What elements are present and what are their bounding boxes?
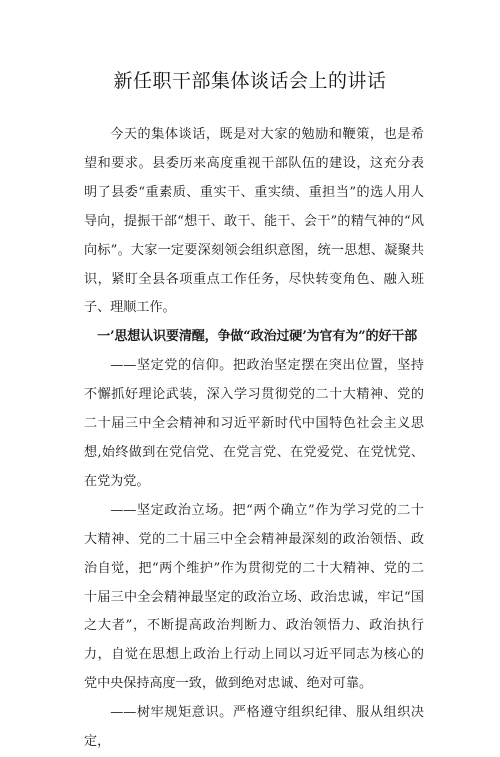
intro-paragraph: 今天的集体谈话，既是对大家的勉励和鞭策，也是希望和要求。县委历来高度重视干部队伍的建设，这充分表明了县委“重素质、重实干、重实绩、重担当”的选人用人导向，提振干部“想干、敢干、能干、会干”的精气神的“风向标”。大家一定要深刻领会组织意图，统一思想、凝聚共识，紧盯全县各项重点工作任务，尽快转变角色、融入班子、理顺工作。 — [84, 127, 424, 316]
paragraph-faith: ——坚定党的信仰。把政治坚定摆在突出位置，坚持不懈抓好理论武装，深入学习贯彻党的二十大精神、党的二十届三中全会精神和习近平新时代中国特色社会主义思想,始终做到在党信党、在党言党、在党爱党、在党忧党、在党为党。 — [84, 358, 424, 489]
section-heading: 一’思想认识要清醒，争做“政治过硬’为官有为”的好干部 — [97, 329, 418, 345]
paragraph-rules: ——树牢规矩意识。严格遵守组织纪律、服从组织决定， — [84, 705, 424, 750]
document-title: 新任职干部集体谈话会上的讲话 — [113, 70, 387, 92]
document-body — [84, 121, 424, 757]
paragraph-stance: ——坚定政治立场。把“两个确立”作为学习党的二十大精神、党的二十届三中全会精神最深刻的政治领悟、政治自觉，把“两个维护”作为贯彻党的二十大精神、党的二十届三中全会精神最坚定的政治立场、政治忠诚，牢记“国之大者”，不断提高政治判断力、政治领悟力、政治执行力，自觉在思想上政治上行动上同以习近平同志为核心的党中央保持高度一致，做到绝对忠诚、绝对可靠。 — [84, 502, 424, 692]
